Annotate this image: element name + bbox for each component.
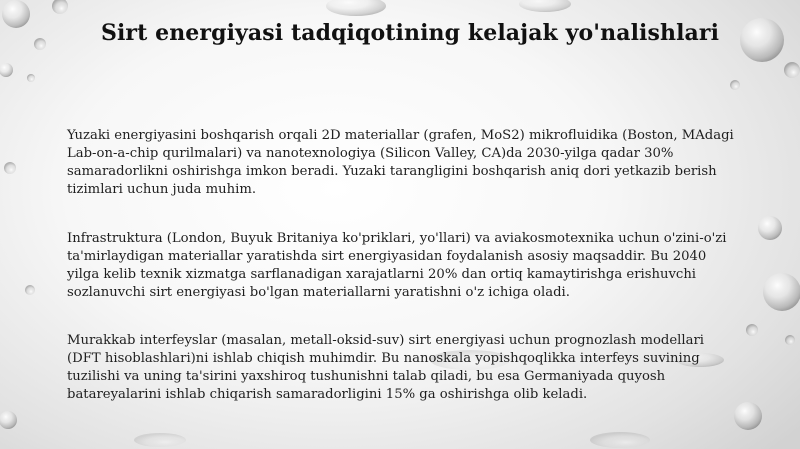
droplet	[746, 324, 758, 336]
droplet	[784, 62, 800, 78]
droplet	[134, 433, 186, 447]
slide-title: Sirt energiyasi tadqiqotining kelajak yo'nalishlari	[100, 20, 720, 46]
droplet	[52, 0, 68, 14]
droplet	[25, 285, 35, 295]
droplet	[785, 335, 795, 345]
droplet	[734, 402, 762, 430]
droplet	[590, 432, 650, 448]
paragraph-infrastructure: Infrastruktura (London, Buyuk Britaniya ko'priklari, yo'llari) va aviakosmotexnika uchun o'zini-o'zi ta'mirlaydigan materiallar yaratishda sirt energiyasidan foydalanish asosiy maqsaddir. Bu 2040 yilga kelib texnik xizmatga sarflanadigan xarajatlarni 20% dan ortiq kamaytirishga erishuvchi sozlanuvchi sirt energiyasi bo'lgan materiallarni yaratishni o'z ichiga oladi.	[67, 231, 727, 300]
paragraph-interfaces: Murakkab interfeyslar (masalan, metall-oksid-suv) sirt energiyasi uchun prognozlash modellari (DFT hisoblashlari)ni ishlab chiqish muhimdir. Bu nanoskala yopishqoqlikka interfeys suvining tuzilishi va uning ta'sirini yaxshiroq tushunishni talab qiladi, bu esa Germaniyada quyosh batareyalarini ishlab chiqarish samaradorligini 15% ga oshirishga olib keladi.	[67, 333, 704, 402]
droplet	[519, 0, 571, 12]
droplet	[763, 273, 800, 311]
droplet	[27, 74, 35, 82]
droplet	[0, 63, 13, 77]
droplet	[758, 216, 782, 240]
paragraph-nanotech: Yuzaki energiyasini boshqarish orqali 2D materiallar (grafen, MoS2) mikrofluidika (Boston, MAdagi Lab-on-a-chip qurilmalari) va nanotexnologiya (Silicon Valley, CA)da 2030-yilga qadar 30% samaradorlikni oshirishga imkon beradi. Yuzaki tarangligini boshqarish aniq dori yetkazib berish tizimlari uchun juda muhim.	[67, 128, 734, 197]
droplet	[326, 0, 386, 16]
droplet	[34, 38, 46, 50]
droplet	[730, 80, 740, 90]
droplet	[4, 162, 16, 174]
droplet	[0, 411, 17, 429]
droplet	[2, 0, 30, 28]
